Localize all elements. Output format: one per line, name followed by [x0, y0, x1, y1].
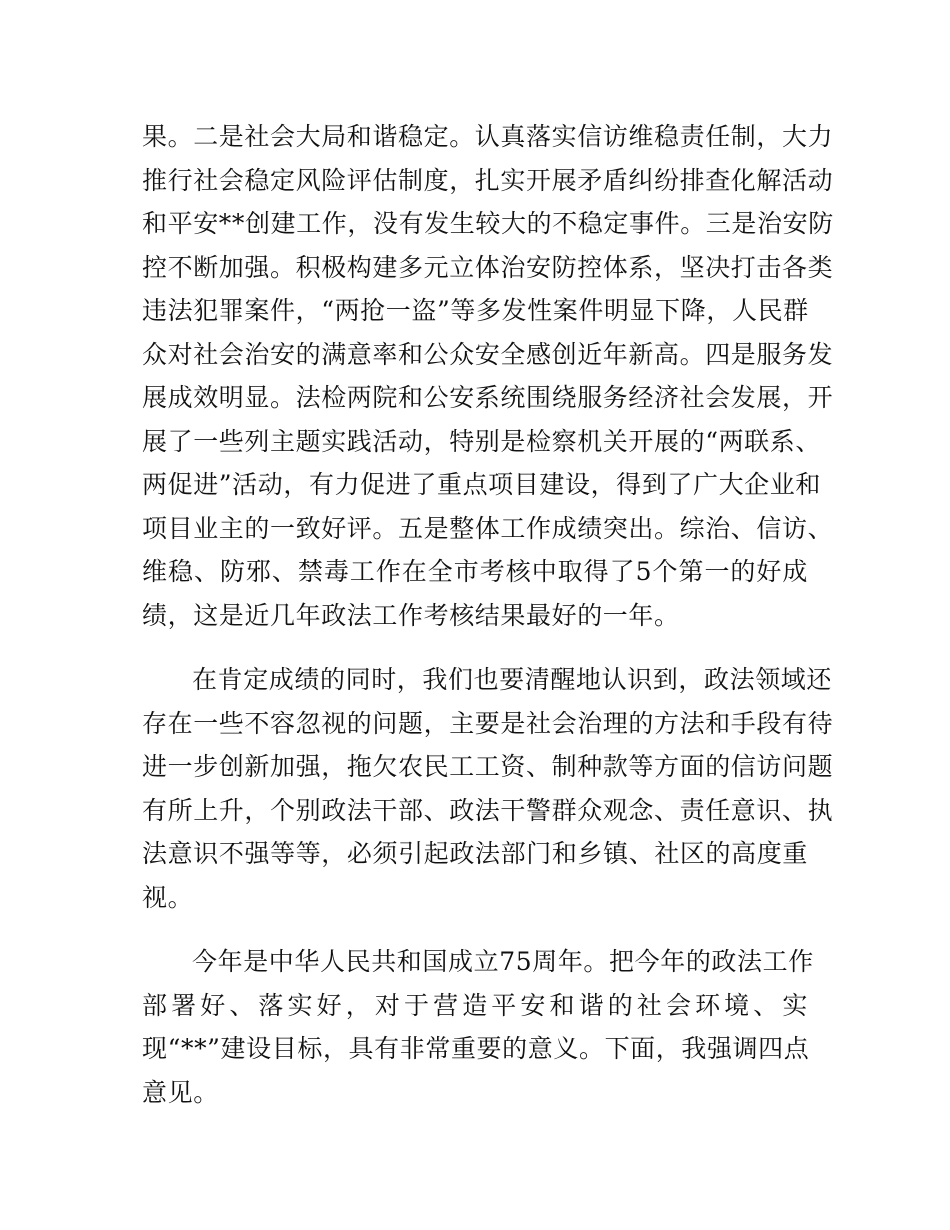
- text-line: 今年是中华人民共和国成立75周年。把今年的政法工作: [192, 947, 814, 976]
- text-line: 展了一些列主题实践活动，特别是检察机关开展的“两联系、: [142, 426, 821, 456]
- text-line: 在肯定成绩的同时，我们也要清醒地认识到，政法领域还: [192, 665, 833, 694]
- text-line: 进一步创新加强，拖欠农民工工资、制种款等方面的信访问题: [142, 752, 834, 781]
- text-line: 展成效明显。法检两院和公安系统围绕服务经济社会发展，开: [142, 383, 834, 412]
- text-line: 视。: [142, 882, 194, 912]
- paragraph-achievements: [142, 115, 834, 637]
- text-line: 存在一些不容忽视的问题，主要是社会治理的方法和手段有待: [142, 708, 834, 738]
- paragraph-problems: [142, 658, 834, 919]
- text-line: 违法犯罪案件，“两抢一盗”等多发性案件明显下降，人民群: [142, 296, 809, 325]
- text-line: 控不断加强。积极构建多元立体治安防控体系，坚决打击各类: [142, 252, 834, 282]
- text-line: 法意识不强等等，必须引起政法部门和乡镇、社区的高度重: [142, 839, 808, 868]
- text-line: 维稳、防邪、禁毒工作在全市考核中取得了5个第一的好成: [142, 557, 808, 586]
- text-line: 推行社会稳定风险评估制度，扎实开展矛盾纠纷排查化解活动: [142, 165, 834, 195]
- text-line: 部署好、落实好，对于营造平安和谐的社会环境、实: [142, 990, 808, 1020]
- text-line: 果。二是社会大局和谐稳定。认真落实信访维稳责任制，大力: [142, 122, 834, 151]
- text-line: 意见。: [142, 1077, 219, 1107]
- text-line: 现“**”建设目标，具有非常重要的意义。下面，我强调四点: [142, 1034, 810, 1063]
- text-line: 项目业主的一致好评。五是整体工作成绩突出。综治、信访、: [142, 513, 834, 543]
- text-line: 和平安**创建工作，没有发生较大的不稳定事件。三是治安防: [142, 209, 834, 238]
- text-line: 有所上升，个别政法干部、政法干警群众观念、责任意识、执: [142, 795, 834, 825]
- text-line: 两促进”活动，有力促进了重点项目建设，得到了广大企业和: [142, 470, 821, 499]
- text-line: 众对社会治安的满意率和公众安全感创近年新高。四是服务发: [142, 339, 834, 369]
- text-line: 绩，这是近几年政法工作考核结果最好的一年。: [142, 600, 680, 630]
- paragraph-this-year: [142, 940, 814, 1114]
- document-body: [142, 115, 834, 1135]
